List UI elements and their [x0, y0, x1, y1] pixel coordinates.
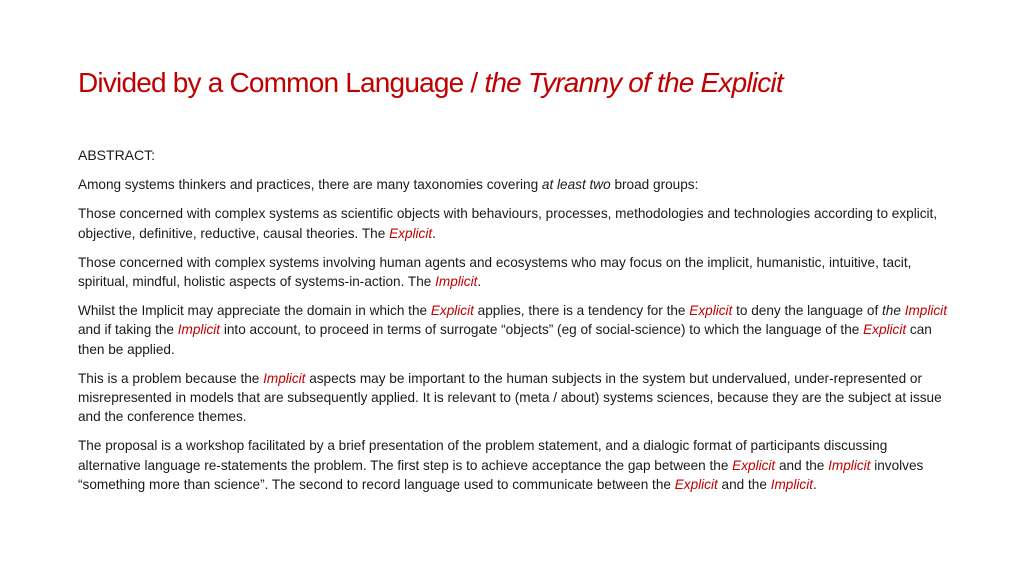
paragraph-tendency [78, 301, 948, 359]
term-explicit: Explicit [689, 303, 733, 319]
term-explicit: Explicit [732, 457, 776, 473]
text: This is a problem because the [78, 370, 264, 386]
paragraph-implicit [78, 253, 948, 291]
paragraph-intro [78, 175, 948, 194]
text: involves “something more than science”. The second to record language used to communicate between the [78, 457, 924, 492]
text: and if taking the [78, 322, 178, 338]
slide-title [78, 67, 783, 99]
text: into account, to proceed in terms of surrogate “objects” (eg of social-science) to which the language of the [220, 322, 864, 338]
term-explicit: Explicit [430, 303, 474, 319]
text: and the [717, 476, 771, 492]
text: and the [775, 457, 829, 473]
abstract-heading: ABSTRACT: [78, 147, 156, 163]
paragraph-explicit [78, 204, 948, 242]
term-implicit: Implicit [904, 303, 947, 319]
text: broad groups: [610, 177, 699, 193]
text: Whilst the Implicit may appreciate the domain in which the [78, 303, 431, 319]
emphasis: at least two [541, 177, 611, 193]
text: Those concerned with complex systems involving human agents and ecosystems who may focus on the implicit, humanistic, intuitive, tacit, spiritual, mindful, holistic aspects of systems-in-action. The [78, 254, 912, 290]
term-implicit: Implicit [435, 274, 478, 290]
term-implicit: Implicit [177, 322, 221, 338]
title-main: Divided by a Common Language / [78, 67, 485, 98]
text: Among systems thinkers and practices, there are many taxonomies covering [78, 177, 542, 193]
text: applies, there is a tendency for the [473, 303, 690, 319]
paragraph-proposal [78, 436, 948, 494]
paragraph-problem [78, 369, 948, 427]
text: . [432, 225, 436, 241]
text: Those concerned with complex systems as scientific objects with behaviours, processes, methodologies and technologies according to explicit, objective, definitive, reductive, causal theories. The [78, 206, 938, 241]
term-explicit: Explicit [674, 476, 718, 492]
emphasis: the [882, 303, 905, 319]
term-implicit: Implicit [828, 457, 871, 473]
text: can then be applied. [78, 322, 932, 357]
term-implicit: Implicit [263, 370, 306, 386]
term-implicit: Implicit [770, 476, 813, 492]
text: . [477, 274, 482, 290]
term-explicit: Explicit [863, 322, 907, 338]
text: to deny the language of [732, 303, 882, 319]
title-subtitle: the Tyranny of the Explicit [484, 67, 783, 98]
text: aspects may be important to the human subjects in the system but undervalued, under-represented or misrepresented in models that are subsequently applied. It is relevant to (meta / about) systems sciences, because they are the subject at issue and the conference themes. [78, 370, 942, 425]
abstract-body [78, 146, 948, 504]
text: The proposal is a workshop facilitated by a brief presentation of the problem statement, and a dialogic format of participants discussing alternative language re-statements the problem. The first step is to achieve acceptance the gap between the [78, 438, 888, 473]
text: . [813, 476, 817, 492]
term-explicit: Explicit [389, 225, 433, 241]
